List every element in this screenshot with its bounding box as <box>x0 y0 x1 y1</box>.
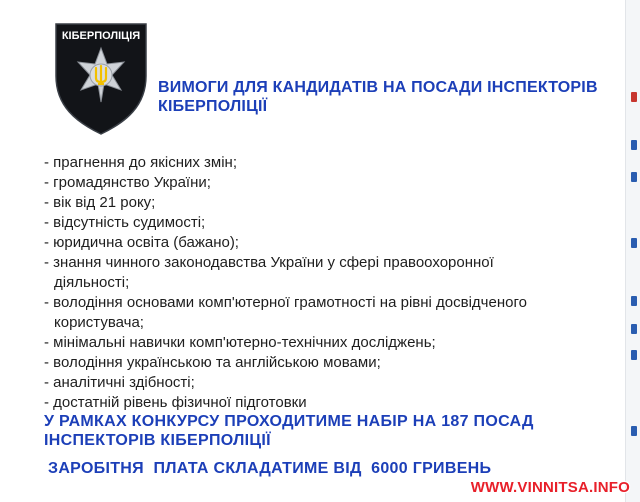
list-item-text: - володіння українською та англійською мовами; <box>44 354 381 371</box>
recruitment-notice <box>44 412 604 450</box>
requirements-list <box>44 153 604 413</box>
list-item <box>44 213 604 233</box>
list-item <box>44 373 604 393</box>
list-item-text: - аналітичні здібності; <box>44 374 195 391</box>
badge-label: КІБЕРПОЛІЦІЯ <box>61 30 141 42</box>
list-item-text: - відсутність судимості; <box>44 214 206 231</box>
list-item <box>44 173 604 193</box>
list-item-continuation: користувача; <box>54 314 144 331</box>
page-heading <box>158 78 618 116</box>
list-item-text: - вік від 21 року; <box>44 194 156 211</box>
edge-marker <box>631 296 637 306</box>
list-item <box>44 353 604 373</box>
list-item <box>44 153 604 173</box>
list-item <box>44 293 604 333</box>
list-item <box>44 193 604 213</box>
list-item-text: - прагнення до якісних змін; <box>44 154 238 171</box>
heading-line: КІБЕРПОЛІЦІЇ <box>158 98 268 115</box>
edge-marker <box>631 426 637 436</box>
list-item <box>44 393 604 413</box>
list-item-text: - достатній рівень фізичної підготовки <box>44 394 307 411</box>
edge-marker <box>631 92 637 102</box>
right-edge-strip <box>625 0 640 502</box>
heading-line: ВИМОГИ ДЛЯ КАНДИДАТІВ НА ПОСАДИ ІНСПЕКТОРІВ <box>158 79 598 96</box>
edge-marker <box>631 324 637 334</box>
list-item-text: - громадянство України; <box>44 174 211 191</box>
recruitment-line: ІНСПЕКТОРІВ КІБЕРПОЛІЦІЇ <box>44 432 271 449</box>
edge-marker <box>631 238 637 248</box>
list-item-text: - володіння основами комп'ютерної грамотності на рівні досвідченого <box>44 294 527 311</box>
list-item-text: - знання чинного законодавства України у сфері правоохоронної <box>44 254 494 271</box>
edge-marker <box>631 140 637 150</box>
edge-marker <box>631 350 637 360</box>
list-item-continuation: діяльності; <box>54 274 130 291</box>
list-item <box>44 233 604 253</box>
list-item-text: - мінімальні навички комп'ютерно-технічних досліджень; <box>44 334 436 351</box>
edge-marker <box>631 172 637 182</box>
list-item <box>44 333 604 353</box>
cyberpolice-badge-logo <box>46 18 156 136</box>
list-item <box>44 253 604 293</box>
site-watermark: WWW.VINNITSA.INFO <box>470 479 630 496</box>
list-item-text: - юридична освіта (бажано); <box>44 234 239 251</box>
recruitment-line: У РАМКАХ КОНКУРСУ ПРОХОДИТИМЕ НАБІР НА 187 ПОСАД <box>44 413 534 430</box>
salary-notice: ЗАРОБІТНЯ ПЛАТА СКЛАДАТИМЕ ВІД 6000 ГРИВЕНЬ <box>48 460 492 477</box>
